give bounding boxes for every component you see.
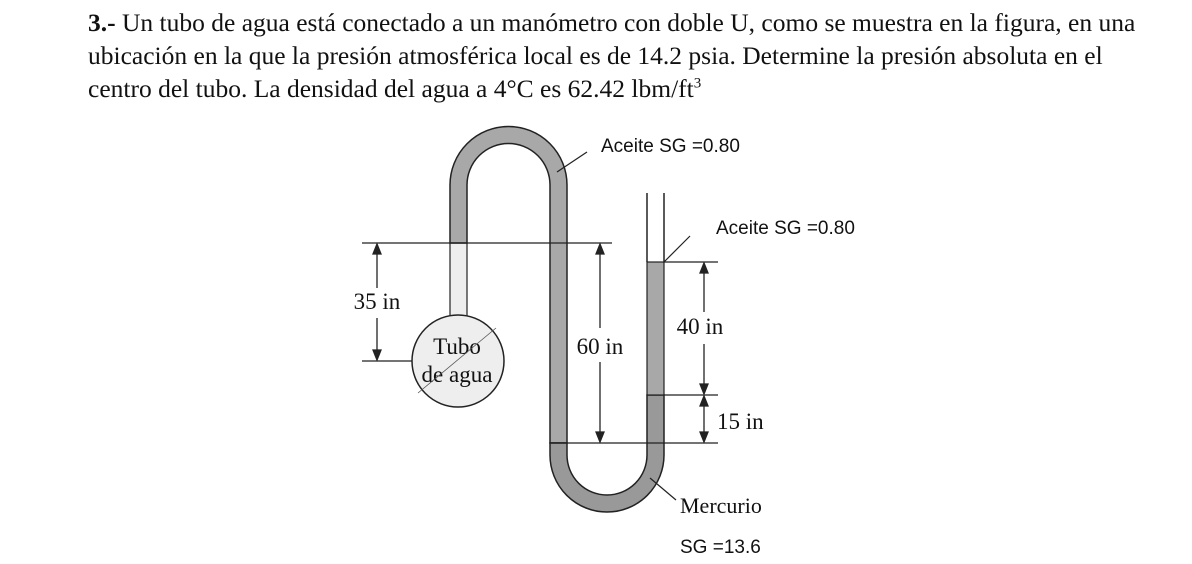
pipe-label-line1: Tubo [433,334,481,359]
dimension-15 [700,396,708,442]
label-40-in: 40 in [676,314,724,339]
label-35-in: 35 in [353,289,401,314]
label-oil-top: Aceite SG =0.80 [601,136,740,157]
problem-text: Un tubo de agua está conectado a un manómetro con doble U, como se muestra en la figura, en una ubicación en la que la presión atmosférica local es de 14.2 psia. Determine la presión absoluta en el centro del tubo. La densidad del agua a 4°C es 62.42 lbm/ft [88,8,1136,103]
problem-exponent: 3 [693,75,702,92]
label-mercury-sg: SG =13.6 [680,537,761,558]
leader-oil-right [664,236,690,262]
label-15-in: 15 in [717,409,764,434]
oil-right-column [647,262,664,395]
pipe-label-line2: de agua [421,362,493,387]
leader-mercury [650,478,676,500]
problem-number: 3.- [88,8,116,37]
label-oil-right: Aceite SG =0.80 [716,218,855,239]
water-pipe [412,315,504,407]
label-mercury: Mercurio [680,493,762,518]
label-60-in: 60 in [576,334,624,359]
